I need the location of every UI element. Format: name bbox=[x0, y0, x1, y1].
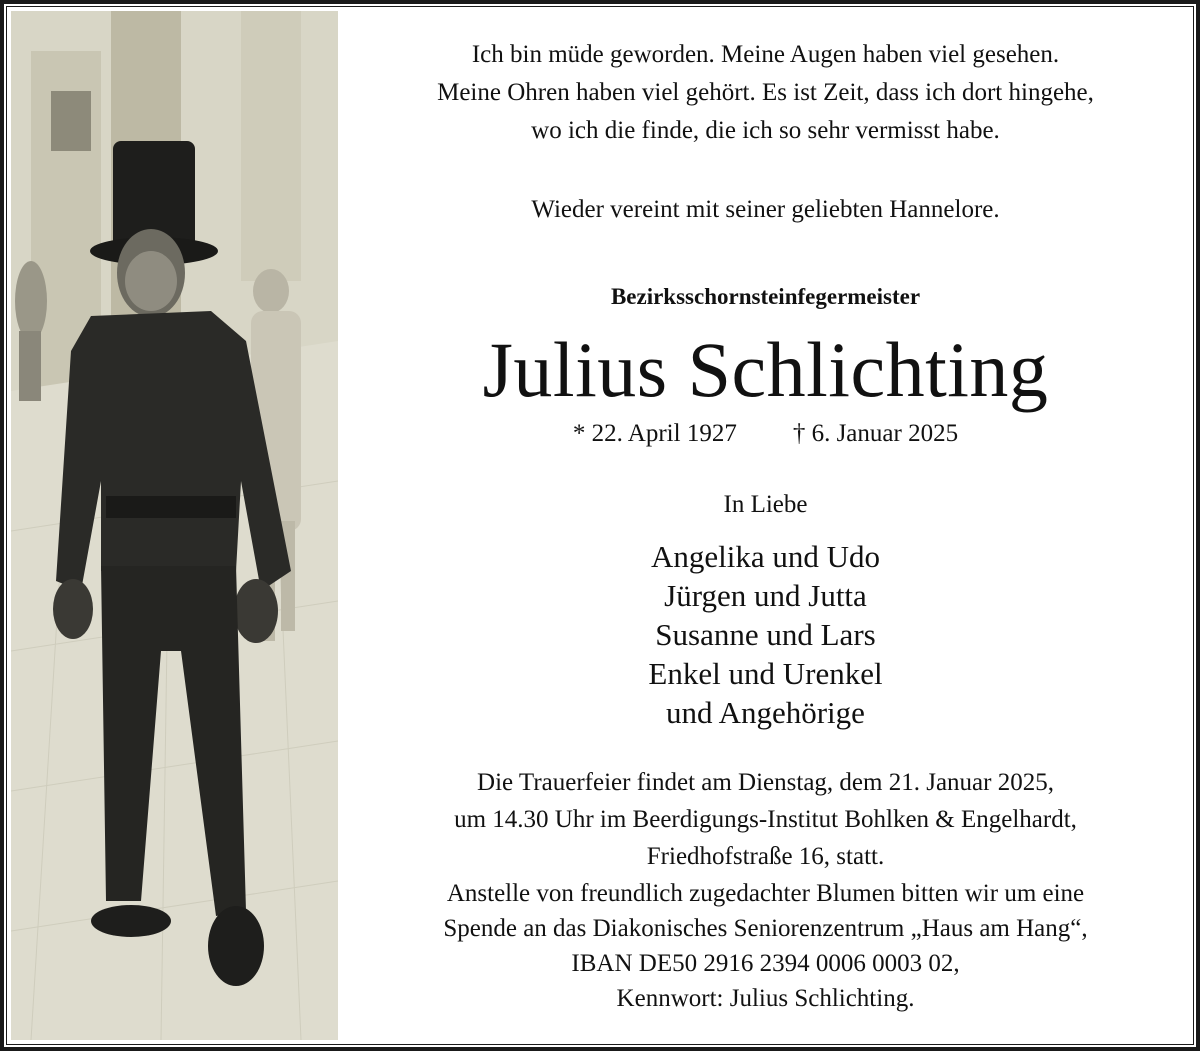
mourner-line: Susanne und Lars bbox=[655, 617, 876, 652]
donation-request bbox=[338, 876, 1193, 1016]
birth-date: * 22. April 1927 bbox=[572, 420, 737, 447]
poem-line-3: wo ich die finde, die ich so sehr vermisst habe. bbox=[531, 117, 1000, 144]
service-line-2: um 14.30 Uhr im Beerdigungs-Institut Bohlken & Engelhardt, bbox=[454, 806, 1077, 833]
funeral-service-info bbox=[338, 764, 1193, 875]
service-line-1: Die Trauerfeier findet am Dienstag, dem 21. Januar 2025, bbox=[477, 769, 1054, 796]
reunited-text: Wieder vereint mit seiner geliebten Hannelore. bbox=[531, 196, 1000, 223]
mourners-list bbox=[338, 537, 1193, 732]
mourner-line: Jürgen und Jutta bbox=[664, 578, 867, 613]
poem bbox=[338, 36, 1193, 150]
service-line-3: Friedhofstraße 16, statt. bbox=[646, 843, 885, 870]
donation-line-3: IBAN DE50 2916 2394 0006 0003 02, bbox=[571, 950, 960, 977]
donation-line-1: Anstelle von freundlich zugedachter Blumen bitten wir um eine bbox=[446, 880, 1085, 907]
mourner-line: Enkel und Urenkel bbox=[648, 656, 883, 691]
poem-line-2: Meine Ohren haben viel gehört. Es ist Zeit, dass ich dort hingehe, bbox=[437, 79, 1094, 106]
donation-line-4: Kennwort: Julius Schlichting. bbox=[616, 985, 915, 1012]
death-date: † 6. Januar 2025 bbox=[792, 420, 959, 447]
mourner-line: Angelika und Udo bbox=[650, 539, 881, 574]
donation-line-2: Spende an das Diakonisches Seniorenzentrum „Haus am Hang“, bbox=[443, 915, 1088, 942]
life-dates bbox=[338, 420, 1193, 448]
portrait-photo bbox=[11, 11, 338, 1040]
deceased-name: Julius Schlichting bbox=[482, 326, 1049, 413]
in-love-heading: In Liebe bbox=[723, 491, 808, 518]
mourner-line: und Angehörige bbox=[666, 695, 865, 730]
poem-line-1: Ich bin müde geworden. Meine Augen haben viel gesehen. bbox=[471, 41, 1060, 68]
profession-title: Bezirksschornsteinfegermeister bbox=[610, 284, 921, 309]
